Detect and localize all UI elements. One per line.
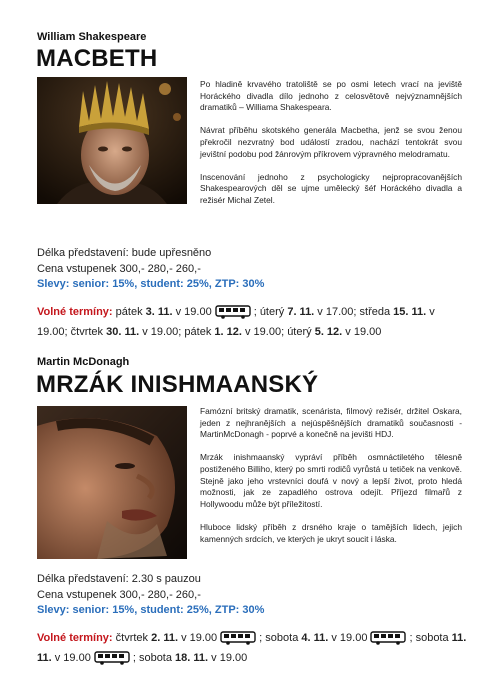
length-text: Délka představení: bude upřesněno xyxy=(37,247,212,259)
term-time: v 19.00 xyxy=(208,652,248,664)
term-separator: ; xyxy=(64,326,71,338)
term-time: v 19.00 xyxy=(172,306,212,318)
term-separator: ; xyxy=(353,306,360,318)
term-item xyxy=(139,652,247,664)
description-mrzak xyxy=(200,406,462,557)
term-item xyxy=(265,632,415,644)
term-item xyxy=(116,306,260,318)
term-day: pátek xyxy=(184,326,215,338)
price-text: Cena vstupenek 300,- 280,- 260,- xyxy=(37,588,201,601)
photo-mrzak xyxy=(37,406,187,559)
term-day: sobota xyxy=(138,652,176,664)
term-day: čtvrtek xyxy=(70,326,107,338)
term-time: v 19.00 xyxy=(328,632,368,644)
term-date: 1. 12. xyxy=(214,326,242,338)
description-paragraph: Inscenování jednoho z psychologicky nejpropracovanějších Shakespearových děl se ujme umělecký šéf Horáckého divadla a režisér Michal Zetel. xyxy=(200,171,462,205)
terms-label: Volné termíny: xyxy=(37,632,116,644)
title-macbeth: MACBETH xyxy=(36,45,158,72)
term-item xyxy=(287,326,381,338)
term-item xyxy=(116,632,266,644)
description-paragraph: Mrzák inishmaanský vypráví příběh osmnáctiletého tělesně postiženého Billiho, který po smrti rodičů vyrůstá u tetiček na venkově. Stejně jako jeho vrstevníci doufá v nový a lepší život, proto hledá možnosti, jak ze zapadlého ostrova odejít. Příjezd filmařů z Hollywoodu může být příležitostí. xyxy=(200,452,462,509)
term-date: 2. 11. xyxy=(151,632,179,644)
term-separator: ; xyxy=(178,326,185,338)
term-date: 5. 12. xyxy=(314,326,343,338)
term-time: v 17.00 xyxy=(314,306,354,318)
term-day: pátek xyxy=(115,306,146,318)
term-time: v 19.00 xyxy=(139,326,179,338)
term-date: 30. 11. xyxy=(106,326,140,338)
term-separator: ; xyxy=(132,652,139,664)
bus-icon xyxy=(370,631,406,645)
term-time: v 19.00 xyxy=(51,652,91,664)
description-paragraph: Hluboce lidský příběh z drsného kraje o tamějších lidech, jejich kamenných srdcích, ve kterých je ukryt soucit i láska. xyxy=(200,521,462,544)
author-mrzak: Martin McDonagh xyxy=(37,356,130,368)
price-text: Cena vstupenek 300,- 280,- 260,- xyxy=(37,262,201,275)
term-time: v 19.00 xyxy=(342,326,382,338)
term-day: čtvrtek xyxy=(115,632,152,644)
author-macbeth: William Shakespeare xyxy=(37,31,147,43)
term-time: v 19.00 xyxy=(241,326,282,338)
term-separator: ; xyxy=(253,306,260,318)
description-macbeth xyxy=(200,79,462,218)
discount-text: Slevy: senior: 15%, student: 25%, ZTP: 30% xyxy=(37,278,265,290)
term-item xyxy=(71,326,185,338)
term-time: v 19.00 xyxy=(37,306,435,338)
term-date: 7. 11. xyxy=(287,306,315,318)
term-separator: ; xyxy=(409,632,416,644)
terms-label: Volné termíny: xyxy=(37,306,116,318)
description-paragraph: Po hladině krvavého tratoliště se po osmi letech vrací na jeviště Horáckého divadla dílo jednoho z celosvětově nejvýznamnějších dramatiků – Williama Shakespeara. xyxy=(200,79,462,113)
photo-macbeth xyxy=(37,77,187,204)
title-mrzak: MRZÁK INISHMAANSKÝ xyxy=(36,371,319,398)
bus-icon xyxy=(94,651,130,665)
description-paragraph: Famózní britský dramatik, scenárista, filmový režisér, držitel Oskara, jeden z nejhranějších a nejúspěšnějších dramatiků současnosti - MartinMcDonagh - poprvé a konečně na jevišti HDJ. xyxy=(200,406,462,440)
term-separator: ; xyxy=(281,326,288,338)
info-mrzak xyxy=(37,572,264,619)
bus-icon xyxy=(220,631,256,645)
term-day: úterý xyxy=(259,306,288,318)
terms-mrzak xyxy=(37,628,477,668)
term-item xyxy=(260,306,360,318)
terms-macbeth xyxy=(37,302,467,342)
term-time: v 19.00 xyxy=(178,632,218,644)
term-day: sobota xyxy=(415,632,452,644)
description-paragraph: Návrat příběhu skotského generála Macbetha, jenž se svou ženou překročil nezvratný bod událostí zradou, nachází tentokrát svou jevištní podobu pod žánrovým příkrovem výpravného melodramatu. xyxy=(200,125,462,159)
term-date: 11. 11. xyxy=(37,632,467,664)
term-date: 15. 11. xyxy=(393,306,427,318)
term-item xyxy=(184,326,287,338)
length-text: Délka představení: 2.30 s pauzou xyxy=(37,573,201,585)
term-day: sobota xyxy=(265,632,302,644)
term-date: 4. 11. xyxy=(301,632,329,644)
term-date: 18. 11. xyxy=(175,652,209,664)
bus-icon xyxy=(215,305,251,319)
term-date: 3. 11. xyxy=(145,306,173,318)
term-separator: ; xyxy=(259,632,266,644)
discount-text: Slevy: senior: 15%, student: 25%, ZTP: 30% xyxy=(37,604,265,616)
term-day: středa xyxy=(359,306,394,318)
info-macbeth xyxy=(37,246,264,293)
term-day: úterý xyxy=(287,326,315,338)
